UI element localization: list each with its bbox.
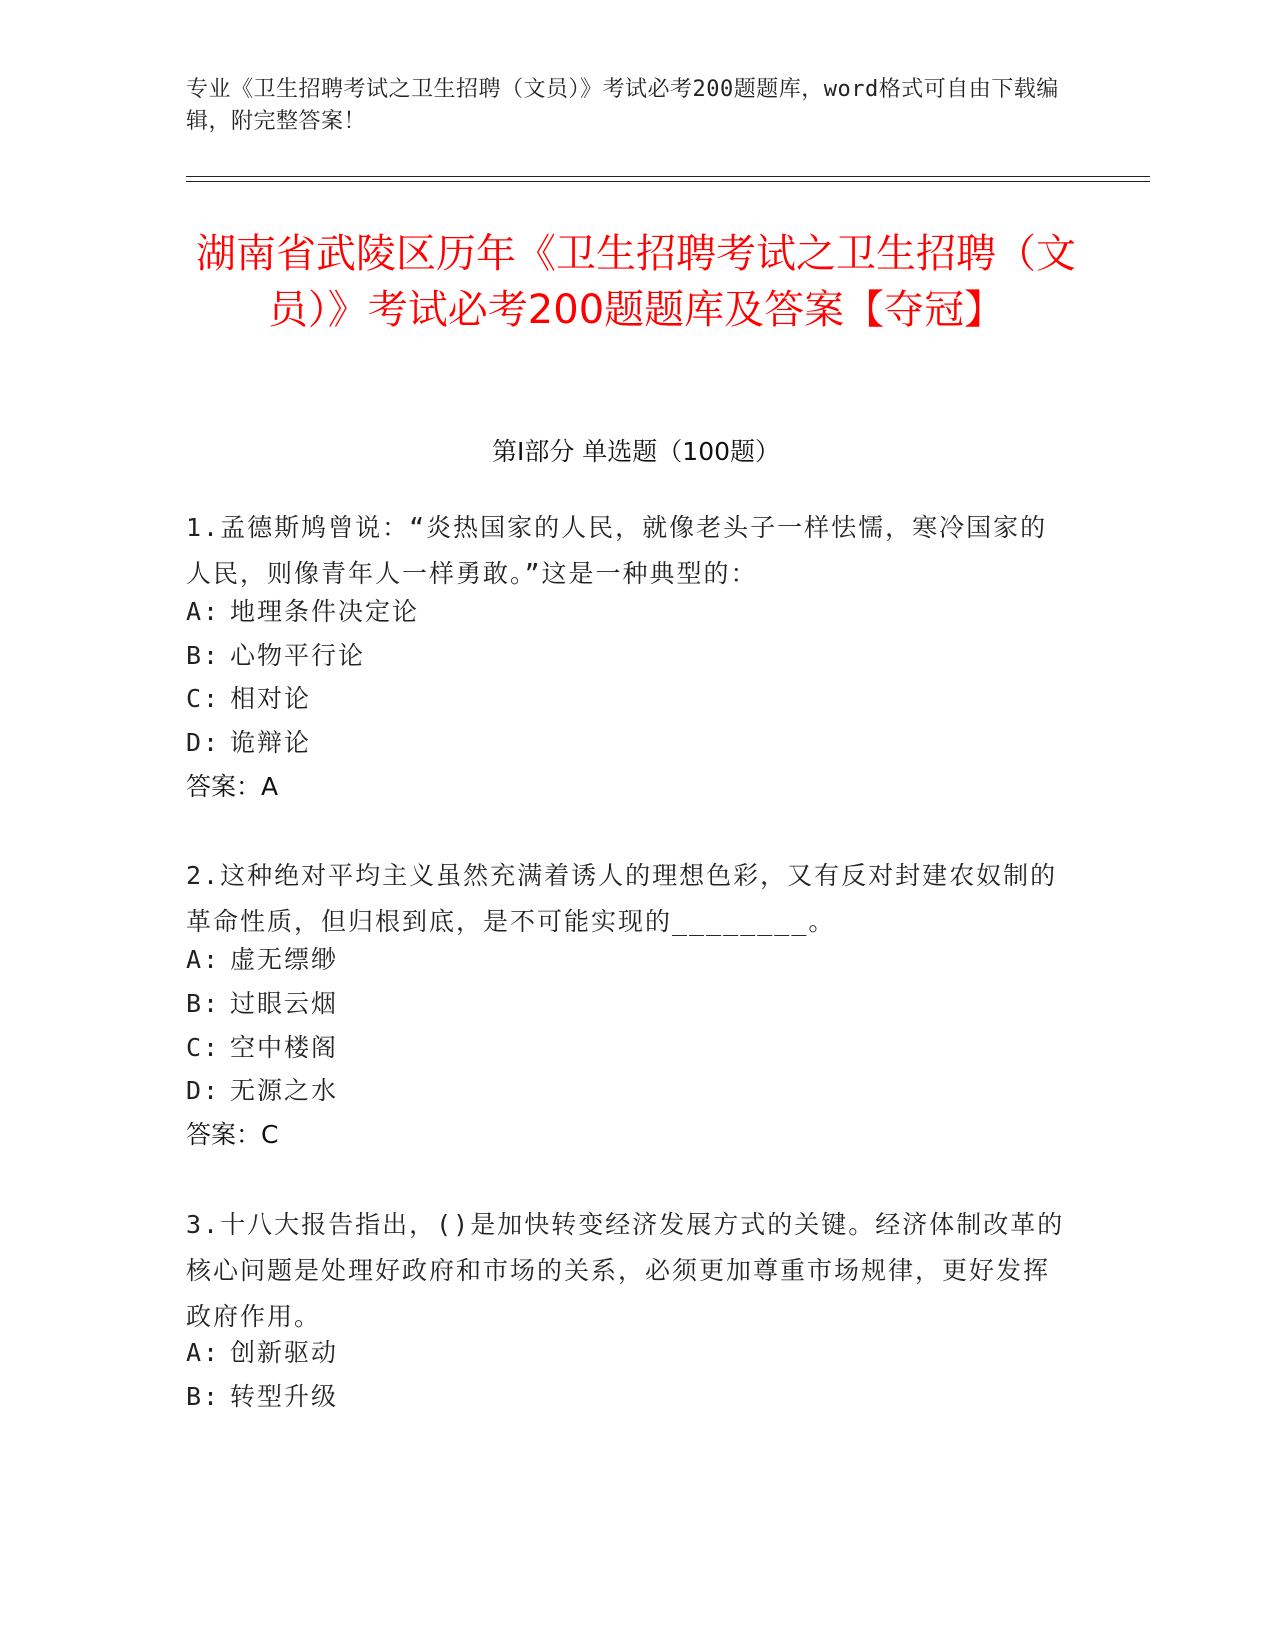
option-text: 相对论 (230, 684, 312, 713)
question-2-answer: 答案：C (186, 1120, 279, 1149)
option-text: 无源之水 (230, 1076, 339, 1105)
question-2-stem: 2.这种绝对平均主义虽然充满着诱人的理想色彩，又有反对封建农奴制的革命性质，但归根到底，是不可能实现的________。 (186, 861, 1058, 936)
section-heading: 第I部分 单选题（100题） (491, 437, 781, 466)
option-letter: B: (186, 1382, 221, 1411)
question-2-option-c (186, 1032, 338, 1064)
option-letter: C: (186, 1033, 221, 1062)
option-letter: A: (186, 597, 221, 626)
question-2-option-d (186, 1075, 338, 1107)
option-letter: A: (186, 1338, 221, 1367)
option-text: 地理条件决定论 (230, 597, 420, 626)
header-rule-bottom (186, 181, 1150, 182)
option-letter: D: (186, 1076, 221, 1105)
question-1-option-a (186, 596, 419, 628)
question-2-option-b (186, 988, 338, 1020)
question-1-option-b (186, 640, 365, 672)
question-1-stem: 1.孟德斯鸠曾说：“炎热国家的人民，就像老头子一样怯懦，寒冷国家的人民，则像青年人一样勇敢。”这是一种典型的： (186, 513, 1048, 588)
option-letter: B: (186, 641, 221, 670)
option-text: 创新驱动 (230, 1338, 339, 1367)
option-letter: A: (186, 945, 221, 974)
question-3-option-b (186, 1381, 338, 1413)
document-title: 湖南省武陵区历年《卫生招聘考试之卫生招聘（文员）》考试必考200题题库及答案【夺冠】 (196, 231, 1076, 333)
option-letter: D: (186, 728, 221, 757)
question-1-option-c (186, 683, 311, 715)
option-text: 诡辩论 (230, 728, 312, 757)
header-note: 专业《卫生招聘考试之卫生招聘（文员）》考试必考200题题库，word格式可自由下载编辑，附完整答案！ (186, 77, 1059, 134)
option-text: 空中楼阁 (230, 1033, 339, 1062)
option-text: 过眼云烟 (230, 989, 339, 1018)
option-text: 转型升级 (230, 1382, 339, 1411)
option-letter: C: (186, 684, 221, 713)
question-3-option-a (186, 1337, 338, 1369)
option-text: 心物平行论 (230, 641, 366, 670)
question-1-answer: 答案：A (186, 772, 279, 801)
question-3-stem: 3.十八大报告指出，()是加快转变经济发展方式的关键。经济体制改革的核心问题是处理好政府和市场的关系，必须更加尊重市场规律，更好发挥政府作用。 (186, 1210, 1065, 1331)
option-letter: B: (186, 989, 221, 1018)
option-text: 虚无缥缈 (230, 945, 339, 974)
question-2-option-a (186, 944, 338, 976)
header-rule-top (186, 176, 1150, 177)
question-1-option-d (186, 727, 311, 759)
